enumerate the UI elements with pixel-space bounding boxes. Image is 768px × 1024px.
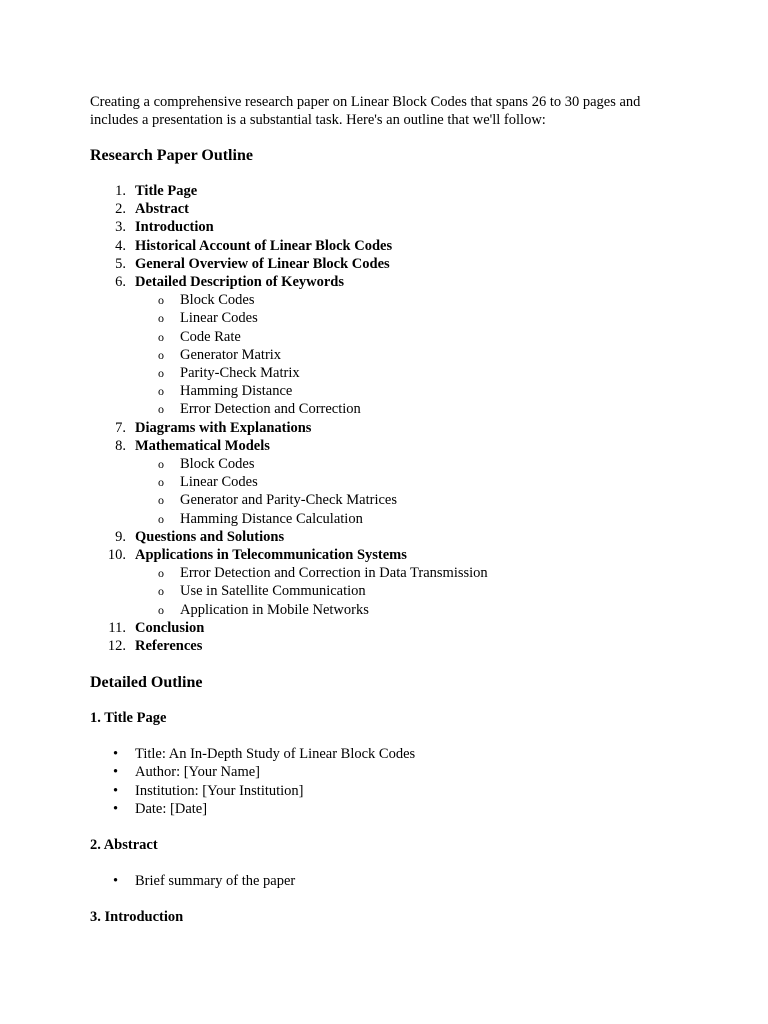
outline-item <box>90 182 690 200</box>
outline-item-label: Questions and Solutions <box>135 528 285 545</box>
detailed-outline-heading: Detailed Outline <box>90 674 203 692</box>
outline-item <box>90 528 690 546</box>
outline-subitem <box>135 473 690 491</box>
section-bullet-item <box>90 872 690 890</box>
outline-subitem-label: Error Detection and Correction in Data Transmission <box>180 565 488 582</box>
outline-subitem-label: Generator Matrix <box>180 346 282 363</box>
outline-item-label: Historical Account of Linear Block Codes <box>135 237 393 254</box>
outline-subitem <box>135 309 690 327</box>
circle-bullet-icon: o <box>158 347 164 362</box>
outline-item-label: Diagrams with Explanations <box>135 419 312 436</box>
outline-item-number: 11. <box>108 619 126 636</box>
document-page <box>90 93 690 926</box>
outline-item <box>90 419 690 437</box>
section-heading: 1. Title Page <box>90 710 167 727</box>
circle-bullet-icon: o <box>158 457 164 472</box>
outline-item-label: References <box>135 638 203 655</box>
bullet-icon: • <box>113 800 119 817</box>
outline-item-number: 2. <box>115 201 126 218</box>
outline-item <box>90 619 690 637</box>
outline-item-number: 3. <box>115 219 126 236</box>
outline-list <box>90 182 690 655</box>
bullet-icon: • <box>113 746 119 763</box>
outline-sublist <box>135 564 690 619</box>
outline-subitem <box>135 364 690 382</box>
outline-subitem-label: Code Rate <box>180 328 241 345</box>
section-bullet-item <box>90 745 690 763</box>
outline-item-number: 6. <box>115 274 126 291</box>
section-bullet-text: Date: [Date] <box>135 800 208 817</box>
outline-subitem <box>135 582 690 600</box>
bullet-icon: • <box>113 782 119 799</box>
outline-item <box>90 200 690 218</box>
intro-paragraph: Creating a comprehensive research paper on Linear Block Codes that spans 26 to 30 pages and includes a presentation is a substantial task. Here's an outline that we'll follow: <box>90 94 641 128</box>
circle-bullet-icon: o <box>158 475 164 490</box>
outline-item-number: 1. <box>115 183 126 199</box>
outline-subitem <box>135 491 690 509</box>
outline-item-number: 8. <box>115 437 126 454</box>
outline-item-label: General Overview of Linear Block Codes <box>135 255 390 272</box>
circle-bullet-icon: o <box>158 584 164 599</box>
outline-subitem <box>135 346 690 364</box>
outline-item-label: Conclusion <box>135 619 205 636</box>
outline-item-number: 4. <box>115 237 126 254</box>
outline-item-label: Mathematical Models <box>135 437 270 454</box>
outline-item-label: Applications in Telecommunication Systems <box>135 547 407 564</box>
outline-subitem <box>135 291 690 309</box>
outline-item <box>90 218 690 236</box>
section-bullet-text: Brief summary of the paper <box>135 873 296 890</box>
section-bullet-text: Author: [Your Name] <box>135 764 260 781</box>
circle-bullet-icon: o <box>158 311 164 326</box>
outline-sublist <box>135 455 690 528</box>
outline-item <box>90 437 690 528</box>
outline-item-number: 12. <box>107 638 126 655</box>
circle-bullet-icon: o <box>158 493 164 508</box>
circle-bullet-icon: o <box>158 402 164 417</box>
section-heading: 2. Abstract <box>90 837 158 854</box>
circle-bullet-icon: o <box>158 566 164 581</box>
detailed-sections <box>90 709 690 926</box>
circle-bullet-icon: o <box>158 329 164 344</box>
outline-item-label: Introduction <box>135 219 214 236</box>
section-bullet-text: Institution: [Your Institution] <box>135 782 304 799</box>
outline-subitem-label: Error Detection and Correction <box>180 401 361 418</box>
outline-sublist <box>135 291 690 418</box>
section-bullet-text: Title: An In-Depth Study of Linear Block Codes <box>135 746 416 763</box>
outline-subitem <box>135 328 690 346</box>
section-bullet-list <box>90 745 690 818</box>
circle-bullet-icon: o <box>158 602 164 617</box>
outline-item-number: 5. <box>115 255 126 272</box>
outline-subitem-label: Application in Mobile Networks <box>180 601 369 618</box>
outline-subitem-label: Parity-Check Matrix <box>180 365 300 382</box>
section-heading: 3. Introduction <box>90 909 184 926</box>
outline-item <box>90 546 690 619</box>
section-bullet-item <box>90 763 690 781</box>
outline-item-number: 10. <box>107 547 126 564</box>
outline-item-label: Title Page <box>135 183 198 199</box>
outline-subitem-label: Use in Satellite Communication <box>180 583 366 600</box>
outline-heading: Research Paper Outline <box>90 147 253 164</box>
outline-item <box>90 237 690 255</box>
outline-subitem-label: Linear Codes <box>180 474 258 491</box>
outline-subitem-label: Hamming Distance <box>180 383 293 400</box>
outline-item <box>90 273 690 419</box>
outline-subitem-label: Hamming Distance Calculation <box>180 510 363 527</box>
section-bullet-list <box>90 872 690 890</box>
circle-bullet-icon: o <box>158 293 164 308</box>
outline-item <box>90 637 690 655</box>
bullet-icon: • <box>113 764 119 781</box>
outline-subitem <box>135 564 690 582</box>
outline-item-label: Abstract <box>135 201 189 218</box>
outline-subitem-label: Block Codes <box>180 292 255 309</box>
outline-item-number: 9. <box>115 528 126 545</box>
outline-subitem <box>135 382 690 400</box>
outline-item <box>90 255 690 273</box>
circle-bullet-icon: o <box>158 511 164 526</box>
outline-subitem <box>135 455 690 473</box>
outline-subitem-label: Block Codes <box>180 456 255 473</box>
outline-subitem <box>135 601 690 619</box>
outline-subitem-label: Linear Codes <box>180 310 258 327</box>
circle-bullet-icon: o <box>158 384 164 399</box>
section-bullet-item <box>90 800 690 818</box>
outline-subitem-label: Generator and Parity-Check Matrices <box>180 492 398 509</box>
outline-subitem <box>135 400 690 418</box>
outline-item-label: Detailed Description of Keywords <box>135 274 345 291</box>
outline-item-number: 7. <box>115 419 126 436</box>
section-bullet-item <box>90 782 690 800</box>
outline-subitem <box>135 510 690 528</box>
circle-bullet-icon: o <box>158 366 164 381</box>
bullet-icon: • <box>113 873 119 890</box>
